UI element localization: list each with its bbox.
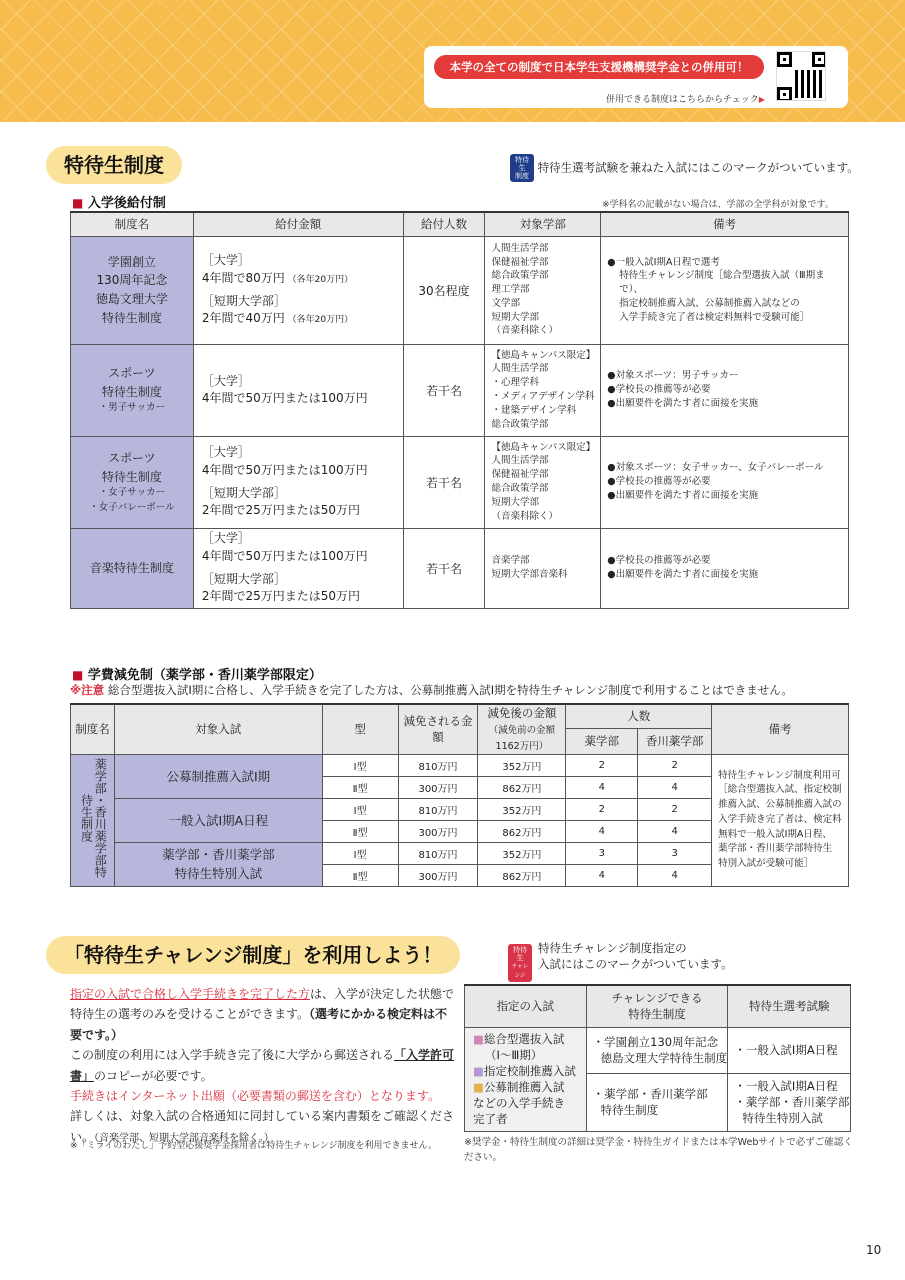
page-number: 10 <box>866 1243 882 1257</box>
banner-headline: 本学の全ての制度で日本学生支援機構奨学金との併用可！ <box>434 55 764 79</box>
challenge-system-cell: ・学園創立130周年記念 徳島文理大学特待生制度 <box>586 1027 728 1073</box>
col-header: 備考 <box>712 704 849 754</box>
challenge-table-footnote: ※奨学金・特待生制度の詳細は奨学金・特待生ガイドまたは本学Webサイトで必ずご確認ください。 <box>464 1137 853 1163</box>
challenge-exam-cell: ・一般入試Ⅰ期A日程 ・薬学部・香川薬学部 特待生特別入試 <box>728 1073 851 1131</box>
remarks-cell: ●対象スポーツ：女子サッカー、女子バレーボール ●学校長の推薦等が必要 ●出願要件を満たす者に面接を実施 <box>601 436 849 528</box>
after-cell: 352万円 <box>478 842 566 864</box>
col-header: 香川薬学部 <box>638 728 712 754</box>
amount-cell: ［大学］ 4年間で50万円または100万円 <box>193 344 403 436</box>
col-header: 型 <box>322 704 398 754</box>
count-cell: 若干名 <box>403 436 485 528</box>
pharm-count-cell: 4 <box>566 776 638 798</box>
challenge-mark-note <box>508 940 733 979</box>
tuition-reduction-table <box>70 703 849 887</box>
kagawa-count-cell: 4 <box>638 864 712 886</box>
amount-cell: ［大学］ 4年間で80万円 （各年20万円） ［短期大学部］ 2年間で40万円 （各年20万円） <box>193 236 403 344</box>
col-header: 対象入試 <box>114 704 322 754</box>
section1-title: ■ 入学後給付制 <box>72 196 166 211</box>
col-header: 備考 <box>601 212 849 236</box>
section-heading-text: 特待生制度 <box>64 153 164 177</box>
table-row <box>71 436 849 528</box>
type-cell: Ⅱ型 <box>322 820 398 842</box>
remarks-cell: ●一般入試Ⅰ期A日程で選考 特待生チャレンジ制度［総合型選抜入試（Ⅲ期まで）、 指定校制推薦入試、公募制推薦入試などの 入学手続き完了者は検定料無料で受験可能］ <box>601 236 849 344</box>
exam-name-cell: 公募制推薦入試Ⅰ期 <box>114 754 322 798</box>
tokutai-mark-note <box>510 154 859 182</box>
remarks-cell: 特待生チャレンジ制度利用可 ［総合型選抜入試、指定校制 推薦入試、公募制推薦入試の 入学手続き完了者は、検定料 無料で一般入試Ⅰ期A日程、 薬学部・香川薬学部特待生 特別入試が受験可能］ <box>712 754 849 886</box>
col-header: 人数 <box>566 704 712 728</box>
reduced-cell: 300万円 <box>398 820 478 842</box>
after-cell: 352万円 <box>478 754 566 776</box>
tokutai-mark-icon: 特待生 制度 <box>510 154 534 182</box>
amount-cell: ［大学］ 4年間で50万円または100万円 ［短期大学部］ 2年間で25万円または50万円 <box>193 436 403 528</box>
kagawa-count-cell: 3 <box>638 842 712 864</box>
scholarship-name-cell: 学園創立 130周年記念 徳島文理大学 特待生制度 <box>71 236 194 344</box>
exam-name-cell: 一般入試Ⅰ期A日程 <box>114 798 322 842</box>
type-cell: Ⅱ型 <box>322 776 398 798</box>
table-row <box>71 528 849 608</box>
col-header: 減免される金額 <box>398 704 478 754</box>
arrow-right-icon: ▶ <box>758 95 765 104</box>
kagawa-count-cell: 4 <box>638 820 712 842</box>
reduced-cell: 300万円 <box>398 864 478 886</box>
col-header: 対象学部 <box>485 212 601 236</box>
type-cell: Ⅰ型 <box>322 798 398 820</box>
challenge-description: 指定の入試で合格し入学手続きを完了した方は、入学が決定した状態で特待生の選考のみを受けることができます。（選考にかかる検定料は不要です。） この制度の利用には入学手続き完了後に大学から郵送される「入学許可書」のコピーが必要です。 手続きはインターネット出願（必要書類の郵送を含む）となります。 詳しくは、対象入試の合格通知に同封している案内書類をご確認ください。（音楽学部、短期大学部音楽科を除く。） <box>70 987 455 1144</box>
check-link-text[interactable]: 併用できる制度はこちらからチェック <box>606 95 759 105</box>
challenge-exam-cell: ・一般入試Ⅰ期A日程 <box>728 1027 851 1073</box>
department-cell: 【徳島キャンパス限定】 人間生活学部 保健福祉学部 総合政策学部 短期大学部 （音楽科除く） <box>485 436 601 528</box>
scholarship-name-cell: スポーツ 特待生制度 ・男子サッカー <box>71 344 194 436</box>
section1-note: ※学科名の記載がない場合は、学部の全学科が対象です。 <box>602 200 834 210</box>
kagawa-count-cell: 2 <box>638 798 712 820</box>
kagawa-count-cell: 4 <box>638 776 712 798</box>
caution-line: ※注意 総合型選抜入試Ⅰ期に合格し、入学手続きを完了した方は、公募制推薦入試Ⅰ期を特待生チャレンジ制度で利用することはできません。 <box>70 683 793 697</box>
scholarship-name-cell: スポーツ 特待生制度 ・女子サッカー ・女子バレーボール <box>71 436 194 528</box>
remarks-cell: ●対象スポーツ：男子サッカー ●学校長の推薦等が必要 ●出願要件を満たす者に面接を実施 <box>601 344 849 436</box>
challenge-mark-icon: 特待生 チャレンジ <box>508 944 532 982</box>
challenge-table <box>464 984 851 1132</box>
col-header: 制度名 <box>71 704 115 754</box>
section-heading-text: 「特待生チャレンジ制度」を利用しよう！ <box>64 943 443 967</box>
department-cell: 【徳島キャンパス限定】 人間生活学部 ・心理学科 ・メディアデザイン学科 ・建築デザイン学科 総合政策学部 <box>485 344 601 436</box>
table-header-row <box>71 212 849 236</box>
amount-cell: ［大学］ 4年間で50万円または100万円 ［短期大学部］ 2年間で25万円または50万円 <box>193 528 403 608</box>
pharm-count-cell: 3 <box>566 842 638 864</box>
after-cell: 862万円 <box>478 776 566 798</box>
col-header: 減免後の金額 （減免前の金額 1162万円） <box>478 704 566 754</box>
system-name-cell: 薬学部・香川薬学部特待生制度 <box>71 754 115 886</box>
pharm-count-cell: 2 <box>566 798 638 820</box>
section2-title: ■ 学費減免制（薬学部・香川薬学部限定） <box>72 668 322 683</box>
reduced-cell: 300万円 <box>398 776 478 798</box>
table-row <box>71 754 849 776</box>
reduced-cell: 810万円 <box>398 798 478 820</box>
col-header: 給付金額 <box>193 212 403 236</box>
remarks-cell: ●学校長の推薦等が必要 ●出願要件を満たす者に面接を実施 <box>601 528 849 608</box>
after-cell: 862万円 <box>478 820 566 842</box>
col-header: 指定の入試 <box>465 985 587 1027</box>
reduced-cell: 810万円 <box>398 842 478 864</box>
mark-note-text: 特待生チャレンジ制度指定の <box>538 941 687 955</box>
check-link[interactable] <box>606 92 765 105</box>
col-header: 制度名 <box>71 212 194 236</box>
col-header: 給付人数 <box>403 212 485 236</box>
pharm-count-cell: 2 <box>566 754 638 776</box>
after-cell: 352万円 <box>478 798 566 820</box>
col-header: 特待生選考試験 <box>728 985 851 1027</box>
count-cell: 若干名 <box>403 528 485 608</box>
count-cell: 30名程度 <box>403 236 485 344</box>
reduced-cell: 810万円 <box>398 754 478 776</box>
kagawa-count-cell: 2 <box>638 754 712 776</box>
type-cell: Ⅱ型 <box>322 864 398 886</box>
designated-exams: ■総合型選抜入試 （Ⅰ～Ⅲ期） ■指定校制推薦入試 ■公募制推薦入試 などの入学手続き 完了者 <box>465 1027 587 1131</box>
scholarship-table <box>70 211 849 609</box>
col-header: 薬学部 <box>566 728 638 754</box>
after-cell: 862万円 <box>478 864 566 886</box>
section-heading-challenge <box>46 936 460 974</box>
type-cell: Ⅰ型 <box>322 754 398 776</box>
exam-name-cell: 薬学部・香川薬学部 特待生特別入試 <box>114 842 322 886</box>
pharm-count-cell: 4 <box>566 820 638 842</box>
department-cell: 音楽学部 短期大学部音楽科 <box>485 528 601 608</box>
department-cell: 人間生活学部 保健福祉学部 総合政策学部 理工学部 文学部 短期大学部 （音楽科除く） <box>485 236 601 344</box>
scholarship-name-cell: 音楽特待生制度 <box>71 528 194 608</box>
section-heading-tokutai <box>46 146 182 184</box>
table-row <box>71 344 849 436</box>
mark-note-text: 入試にはこのマークがついています。 <box>538 957 733 972</box>
col-header: チャレンジできる特待生制度 <box>586 985 728 1027</box>
pharm-count-cell: 4 <box>566 864 638 886</box>
mark-note-text: 特待生選考試験を兼ねた入試にはこのマークがついています。 <box>537 160 859 175</box>
table-row <box>71 236 849 344</box>
challenge-footnote: ※「ミライのわたし」予約型応援奨学金採用者は特待生チャレンジ制度を利用できません。 <box>70 1141 438 1151</box>
challenge-system-cell: ・薬学部・香川薬学部 特待生制度 <box>586 1073 728 1131</box>
type-cell: Ⅰ型 <box>322 842 398 864</box>
qr-code-icon[interactable] <box>776 51 826 101</box>
count-cell: 若干名 <box>403 344 485 436</box>
